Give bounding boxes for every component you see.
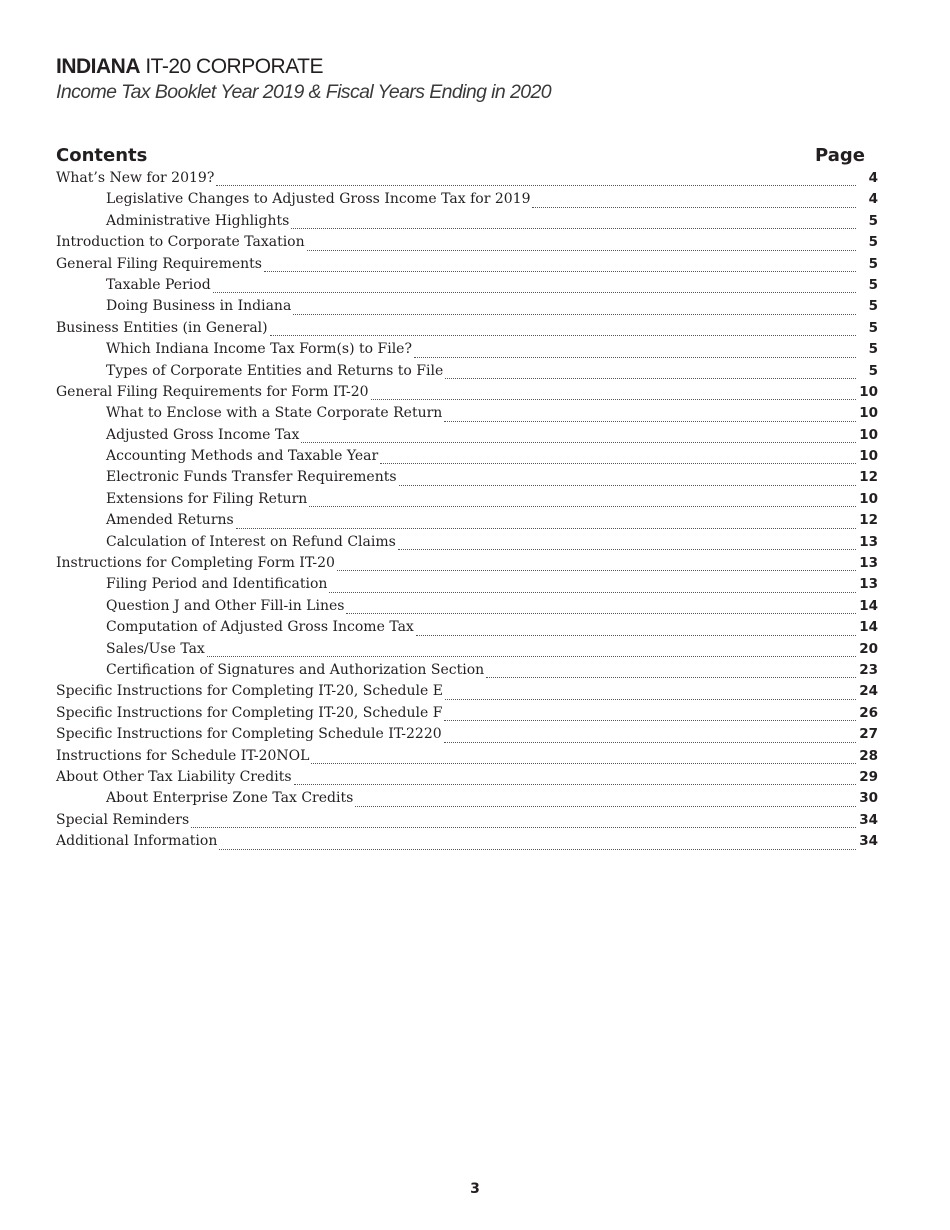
form-name: IT-20 CORPORATE <box>145 55 323 78</box>
toc-entry-label: Question J and Other Fill-in Lines <box>106 597 345 614</box>
dot-leader <box>337 570 856 571</box>
dot-leader <box>532 207 856 208</box>
toc-entry[interactable] <box>56 254 878 275</box>
dot-leader <box>236 528 856 529</box>
dot-leader <box>294 784 856 785</box>
dot-leader <box>207 656 856 657</box>
booklet-title <box>56 55 551 79</box>
toc-entry[interactable] <box>56 639 878 660</box>
toc-entry[interactable] <box>56 403 878 424</box>
toc-entry-label: What’s New for 2019? <box>56 170 215 186</box>
toc-entry-label: Specific Instructions for Completing Schedule IT-2220 <box>56 726 442 743</box>
toc-entry[interactable] <box>56 318 878 339</box>
toc-entry-page: 13 <box>859 555 878 572</box>
toc-entry[interactable] <box>56 211 878 232</box>
toc-entry-page: 23 <box>859 661 878 678</box>
dot-leader <box>371 399 856 400</box>
toc-entry-label: Extensions for Filing Return <box>106 490 308 507</box>
toc-entry-page: 13 <box>859 576 878 593</box>
dot-leader <box>355 806 856 807</box>
toc-entry-label: Types of Corporate Entities and Returns to File <box>106 362 444 379</box>
toc-entry[interactable] <box>56 425 878 446</box>
toc-entry-label: About Other Tax Liability Credits <box>56 768 292 785</box>
toc-entry-page: 14 <box>859 597 878 614</box>
toc-entry[interactable] <box>56 767 878 788</box>
dot-leader <box>346 613 856 614</box>
toc-title: Contents <box>56 145 148 166</box>
dot-leader <box>444 720 856 721</box>
toc-entry-page: 5 <box>868 341 878 358</box>
toc-entry-label: Filing Period and Identification <box>106 576 328 593</box>
dot-leader <box>213 292 856 293</box>
toc-entry[interactable] <box>56 596 878 617</box>
toc-entry[interactable] <box>56 660 878 681</box>
toc-entry-page: 30 <box>859 790 878 807</box>
toc-entry-page: 5 <box>868 298 878 315</box>
toc-entry-label: Instructions for Schedule IT-20NOL <box>56 747 310 764</box>
toc-entry-page: 10 <box>859 405 878 422</box>
dot-leader <box>307 250 856 251</box>
toc-entry-page: 20 <box>859 640 878 657</box>
toc-entry-page: 14 <box>859 619 878 636</box>
toc-entry-page: 5 <box>868 234 878 251</box>
state-name: INDIANA <box>56 55 140 78</box>
dot-leader <box>486 677 856 678</box>
toc-entry-page: 5 <box>868 319 878 336</box>
dot-leader <box>398 549 856 550</box>
toc-entry-page: 13 <box>859 533 878 550</box>
toc-entry[interactable] <box>56 446 878 467</box>
toc-entry[interactable] <box>56 296 878 317</box>
dot-leader <box>191 827 856 828</box>
toc-entry[interactable] <box>56 189 878 210</box>
toc-entry-label: Calculation of Interest on Refund Claims <box>106 533 396 550</box>
dot-leader <box>309 506 856 507</box>
toc-entry-label: Additional Information <box>56 833 218 850</box>
toc-entry[interactable] <box>56 810 878 831</box>
toc-entry-page: 10 <box>859 383 878 400</box>
toc-entry-page: 4 <box>868 191 878 208</box>
toc-entry-page: 5 <box>868 276 878 293</box>
dot-leader <box>291 228 856 229</box>
toc-entry[interactable] <box>56 788 878 809</box>
toc-entry-label: Taxable Period <box>106 276 211 293</box>
dot-leader <box>219 849 856 850</box>
dot-leader <box>216 185 856 186</box>
toc-entry-page: 28 <box>859 747 878 764</box>
toc-entry[interactable] <box>56 746 878 767</box>
dot-leader <box>329 592 856 593</box>
toc-entry-label: Computation of Adjusted Gross Income Tax <box>106 619 414 636</box>
toc-entry-label: About Enterprise Zone Tax Credits <box>106 790 354 807</box>
page-number: 3 <box>470 1181 480 1197</box>
toc-entry-label: General Filing Requirements for Form IT-20 <box>56 383 369 400</box>
toc-entry-page: 24 <box>859 683 878 700</box>
toc-entry[interactable] <box>56 489 878 510</box>
toc-entry-page: 10 <box>859 490 878 507</box>
toc-entry-label: Legislative Changes to Adjusted Gross Income Tax for 2019 <box>106 191 531 208</box>
toc-entry[interactable] <box>56 510 878 531</box>
dot-leader <box>414 357 856 358</box>
dot-leader <box>445 699 856 700</box>
toc-entry-label: Amended Returns <box>106 512 234 529</box>
toc-entry[interactable] <box>56 532 878 553</box>
toc-entry-page: 12 <box>859 469 878 486</box>
toc-entry-page: 5 <box>868 362 878 379</box>
toc-entry-label: Certification of Signatures and Authorization Section <box>106 661 485 678</box>
toc-entry[interactable] <box>56 617 878 638</box>
toc-entry[interactable] <box>56 339 878 360</box>
dot-leader <box>444 742 856 743</box>
dot-leader <box>380 463 856 464</box>
dot-leader <box>311 763 856 764</box>
dot-leader <box>264 271 856 272</box>
toc-entry-label: What to Enclose with a State Corporate Return <box>106 405 443 422</box>
toc-entry[interactable] <box>56 382 878 403</box>
toc-entry-label: Business Entities (in General) <box>56 319 268 336</box>
dot-leader <box>301 442 856 443</box>
toc-entry-label: Adjusted Gross Income Tax <box>106 426 300 443</box>
toc-list <box>56 168 878 853</box>
dot-leader <box>416 635 856 636</box>
toc-entry-label: Specific Instructions for Completing IT-20, Schedule E <box>56 683 443 700</box>
toc-entry-page: 26 <box>859 704 878 721</box>
toc-entry-page: 4 <box>868 170 878 186</box>
toc-entry-page: 5 <box>868 212 878 229</box>
toc-entry[interactable] <box>56 574 878 595</box>
document-header <box>56 55 551 104</box>
toc-entry[interactable] <box>56 703 878 724</box>
toc-entry-label: Introduction to Corporate Taxation <box>56 234 305 251</box>
toc-entry[interactable] <box>56 361 878 382</box>
dot-leader <box>399 485 856 486</box>
toc-entry[interactable] <box>56 681 878 702</box>
toc-entry-page: 10 <box>859 448 878 465</box>
toc-entry-page: 29 <box>859 768 878 785</box>
toc-entry-page: 34 <box>859 833 878 850</box>
booklet-subtitle: Income Tax Booklet Year 2019 & Fiscal Years Ending in 2020 <box>56 81 551 103</box>
table-of-contents <box>56 144 878 853</box>
toc-entry-page: 27 <box>859 726 878 743</box>
toc-entry[interactable] <box>56 275 878 296</box>
toc-entry-label: Doing Business in Indiana <box>106 298 292 315</box>
toc-entry[interactable] <box>56 553 878 574</box>
toc-entry-label: Special Reminders <box>56 811 190 828</box>
dot-leader <box>445 378 856 379</box>
toc-entry[interactable] <box>56 831 878 852</box>
toc-entry-label: General Filing Requirements <box>56 255 262 272</box>
toc-entry-page: 5 <box>868 255 878 272</box>
toc-header <box>56 144 878 168</box>
toc-entry-page: 34 <box>859 811 878 828</box>
toc-entry-page: 10 <box>859 426 878 443</box>
toc-entry[interactable] <box>56 724 878 745</box>
toc-entry-label: Sales/Use Tax <box>106 640 205 657</box>
toc-entry-label: Specific Instructions for Completing IT-20, Schedule F <box>56 704 443 721</box>
toc-entry[interactable] <box>56 168 878 189</box>
toc-entry-label: Administrative Highlights <box>106 212 290 229</box>
toc-entry-label: Accounting Methods and Taxable Year <box>106 448 379 465</box>
toc-page-heading: Page <box>815 145 865 166</box>
toc-entry-page: 12 <box>859 512 878 529</box>
dot-leader <box>444 421 856 422</box>
toc-entry[interactable] <box>56 467 878 488</box>
toc-entry[interactable] <box>56 232 878 253</box>
toc-entry-label: Electronic Funds Transfer Requirements <box>106 469 397 486</box>
toc-entry-label: Which Indiana Income Tax Form(s) to File? <box>106 341 412 358</box>
dot-leader <box>270 335 856 336</box>
dot-leader <box>293 314 856 315</box>
toc-entry-label: Instructions for Completing Form IT-20 <box>56 555 335 572</box>
